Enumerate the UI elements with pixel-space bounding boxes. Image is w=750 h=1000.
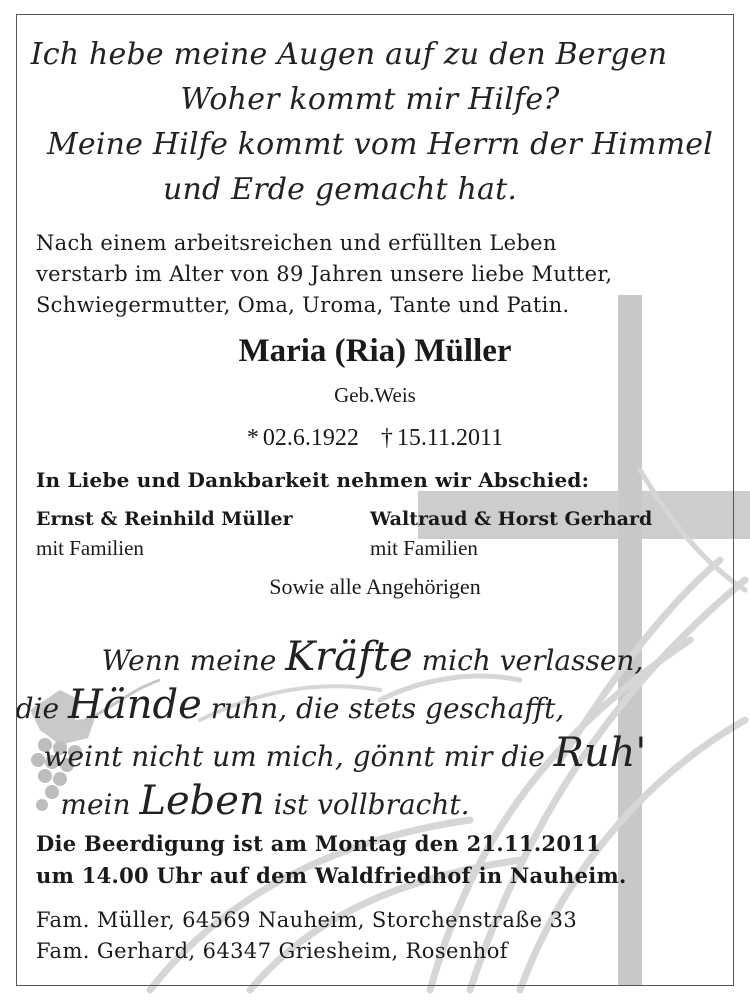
verse-text: mein — [60, 788, 140, 821]
funeral-line: um 14.00 Uhr auf dem Waldfriedhof in Nauheim. — [36, 863, 627, 888]
relatives-line: Sowie alle Angehörigen — [269, 574, 481, 599]
family-name: Ernst & Reinhild Müller — [36, 508, 293, 530]
death-date: 15.11.2011 — [396, 425, 504, 451]
verse-emphasis: Kräfte — [285, 634, 413, 680]
border-frame — [16, 14, 734, 986]
deceased-name: Maria (Ria) Müller — [238, 333, 512, 369]
top-verse-line: Ich hebe meine Augen auf zu den Bergen — [30, 37, 668, 72]
top-verse-line: Meine Hilfe kommt vom Herrn der Himmel — [46, 127, 714, 162]
maiden-name: Geb.Weis — [334, 383, 416, 407]
verse-text: ruhn, die stets geschafft, — [201, 692, 565, 725]
verse-emphasis: Ruh' — [553, 730, 647, 776]
address-line: Fam. Gerhard, 64347 Griesheim, Rosenhof — [36, 939, 508, 963]
death-cross-icon: † — [380, 425, 393, 451]
intro-line: Schwiegermutter, Oma, Uroma, Tante und Patin. — [36, 293, 570, 317]
intro-line: Nach einem arbeitsreichen und erfüllten Leben — [36, 231, 557, 255]
family-sub: mit Familien — [370, 536, 478, 560]
top-verse-line: und Erde gemacht hat. — [162, 172, 518, 207]
verse-text: Wenn meine — [101, 644, 286, 677]
verse-emphasis: Leben — [139, 778, 265, 824]
verse-text: ist vollbracht. — [264, 788, 470, 821]
intro-line: verstarb im Alter von 89 Jahren unsere liebe Mutter, — [36, 262, 613, 286]
family-name: Waltraud & Horst Gerhard — [370, 508, 653, 530]
top-verse-line: Woher kommt mir Hilfe? — [180, 82, 560, 117]
verse-text: weint nicht um mich, gönnt mir die — [43, 740, 554, 773]
funeral-line: Die Beerdigung ist am Montag den 21.11.2011 — [36, 831, 602, 856]
family-sub: mit Familien — [36, 536, 144, 560]
address-line: Fam. Müller, 64569 Nauheim, Storchenstraße 33 — [36, 908, 578, 932]
farewell-heading: In Liebe und Dankbarkeit nehmen wir Abschied: — [36, 468, 590, 492]
birth-star-icon: * — [246, 425, 259, 451]
verse-text: die — [15, 692, 69, 725]
verse-text: mich verlassen, — [412, 644, 644, 677]
birth-date: 02.6.1922 — [262, 425, 359, 451]
verse-emphasis: Hände — [68, 682, 202, 728]
